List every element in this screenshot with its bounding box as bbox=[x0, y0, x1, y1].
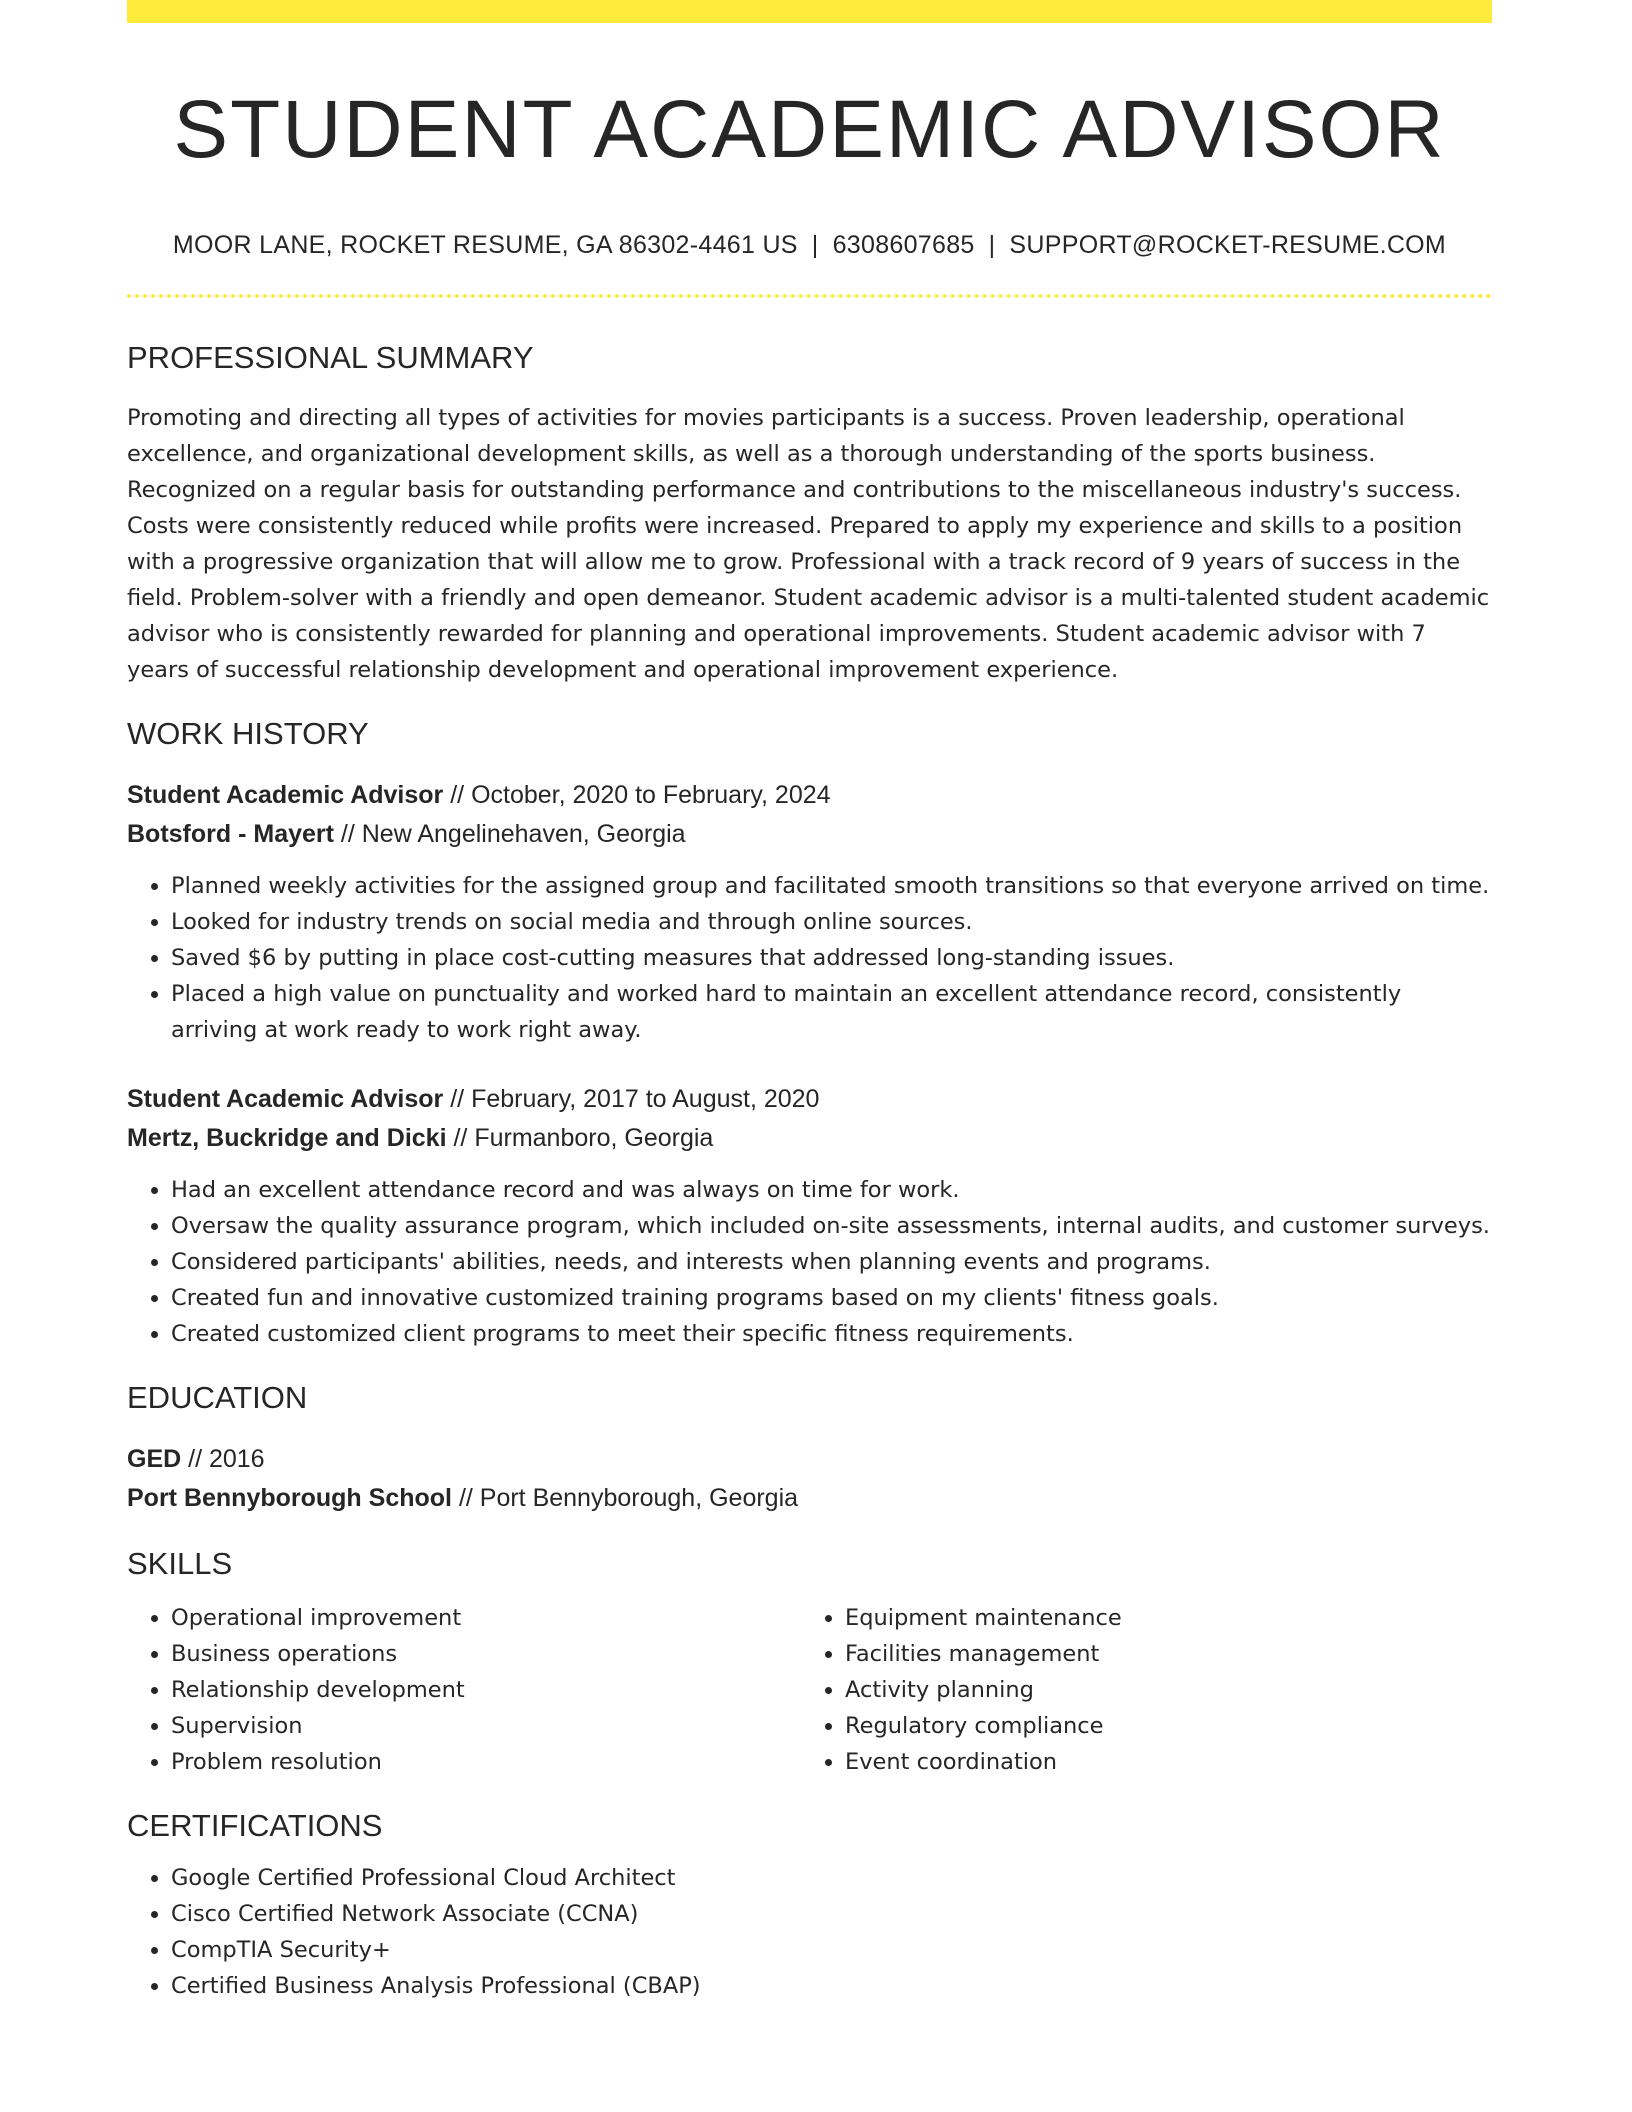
job-location: // Furmanboro, Georgia bbox=[446, 1124, 714, 1152]
contact-address: MOOR LANE, ROCKET RESUME, GA 86302-4461 US bbox=[172, 231, 798, 259]
list-item: • Facilities management bbox=[845, 1636, 1475, 1672]
contact-separator: | bbox=[988, 231, 996, 259]
list-item: • Placed a high value on punctuality and worked hard to maintain an excellent attendance record, consistently arriving at work ready to work right away. bbox=[171, 976, 1492, 1048]
job-dates: // October, 2020 to February, 2024 bbox=[443, 781, 831, 809]
education-location: // Port Bennyborough, Georgia bbox=[452, 1484, 799, 1512]
education-degree-line bbox=[127, 1440, 1492, 1479]
list-item: • Planned weekly activities for the assigned group and facilitated smooth transitions so that everyone arrived on time. bbox=[171, 868, 1492, 904]
education-year: // 2016 bbox=[181, 1445, 265, 1473]
resume-name: STUDENT ACADEMIC ADVISOR bbox=[173, 84, 1446, 175]
list-item: • Created fun and innovative customized training programs based on my clients' fitness goals. bbox=[171, 1280, 1492, 1316]
job-company: Mertz, Buckridge and Dicki bbox=[127, 1124, 447, 1152]
list-item: • Regulatory compliance bbox=[845, 1708, 1475, 1744]
list-item: • CompTIA Security+ bbox=[171, 1932, 1492, 1968]
education-entry bbox=[127, 1440, 1492, 1518]
certifications-heading: CERTIFICATIONS bbox=[127, 1808, 383, 1843]
summary-text: Promoting and directing all types of activities for movies participants is a success. Proven leadership, operational excellence, and organizational development skills, as well as a thorough understanding of the sports business. Recognized on a regular basis for outstanding performance and contributions to the miscellaneous industry's success. Costs were consistently reduced while profits were increased. Prepared to apply my experience and skills to a position with a progressive organization that will allow me to grow. Professional with a track record of 9 years of success in the field. Problem-solver with a friendly and open demeanor. Student academic advisor is a multi-talented student academic advisor who is consistently rewarded for planning and operational improvements. Student academic advisor with 7 years of successful relationship development and operational improvement experience. bbox=[127, 405, 1490, 683]
certifications-list bbox=[127, 1860, 1492, 2004]
job-role: Student Academic Advisor bbox=[127, 781, 444, 809]
job-role: Student Academic Advisor bbox=[127, 1085, 444, 1113]
education-school-line bbox=[127, 1479, 1492, 1518]
list-item: • Supervision bbox=[171, 1708, 801, 1744]
list-item: • Event coordination bbox=[845, 1744, 1475, 1780]
dotted-divider bbox=[127, 294, 1492, 298]
job-title-line bbox=[127, 776, 1492, 815]
list-item: • Business operations bbox=[171, 1636, 801, 1672]
list-item: • Relationship development bbox=[171, 1672, 801, 1708]
education-school: Port Bennyborough School bbox=[127, 1484, 452, 1512]
contact-line bbox=[127, 230, 1492, 260]
job-entry bbox=[127, 776, 1492, 1048]
contact-phone: 6308607685 bbox=[832, 231, 975, 259]
job-entry bbox=[127, 1080, 1492, 1352]
skills-columns bbox=[127, 1600, 1492, 1780]
list-item: • Cisco Certified Network Associate (CCNA) bbox=[171, 1896, 1492, 1932]
list-item: • Had an excellent attendance record and was always on time for work. bbox=[171, 1172, 1492, 1208]
summary-heading: PROFESSIONAL SUMMARY bbox=[127, 340, 534, 375]
job-dates: // February, 2017 to August, 2020 bbox=[443, 1085, 820, 1113]
contact-email: SUPPORT@ROCKET-RESUME.COM bbox=[1009, 231, 1447, 259]
skills-heading: SKILLS bbox=[127, 1546, 233, 1581]
list-item: • Oversaw the quality assurance program, which included on-site assessments, internal audits, and customer surveys. bbox=[171, 1208, 1492, 1244]
contact-separator: | bbox=[811, 231, 819, 259]
education-degree: GED bbox=[127, 1445, 182, 1473]
list-item: • Created customized client programs to meet their specific fitness requirements. bbox=[171, 1316, 1492, 1352]
list-item: • Considered participants' abilities, needs, and interests when planning events and programs. bbox=[171, 1244, 1492, 1280]
job-company: Botsford - Mayert bbox=[127, 820, 334, 848]
list-item: • Google Certified Professional Cloud Architect bbox=[171, 1860, 1492, 1896]
job-location: // New Angelinehaven, Georgia bbox=[333, 820, 686, 848]
list-item: • Problem resolution bbox=[171, 1744, 801, 1780]
list-item: • Operational improvement bbox=[171, 1600, 801, 1636]
skills-list-left bbox=[127, 1600, 801, 1780]
list-item: • Equipment maintenance bbox=[845, 1600, 1475, 1636]
resume-content bbox=[127, 0, 1492, 2004]
list-item: • Activity planning bbox=[845, 1672, 1475, 1708]
job-title-line bbox=[127, 1080, 1492, 1119]
skills-list-right bbox=[801, 1600, 1475, 1780]
job-company-line bbox=[127, 1119, 1492, 1158]
job-company-line bbox=[127, 815, 1492, 854]
work-history-heading: WORK HISTORY bbox=[127, 716, 369, 751]
list-item: • Saved $6 by putting in place cost-cutting measures that addressed long-standing issues. bbox=[171, 940, 1492, 976]
education-heading: EDUCATION bbox=[127, 1380, 308, 1415]
job-bullet-list bbox=[127, 1172, 1492, 1352]
list-item: • Certified Business Analysis Professional (CBAP) bbox=[171, 1968, 1492, 2004]
list-item: • Looked for industry trends on social media and through online sources. bbox=[171, 904, 1492, 940]
job-bullet-list bbox=[127, 868, 1492, 1048]
